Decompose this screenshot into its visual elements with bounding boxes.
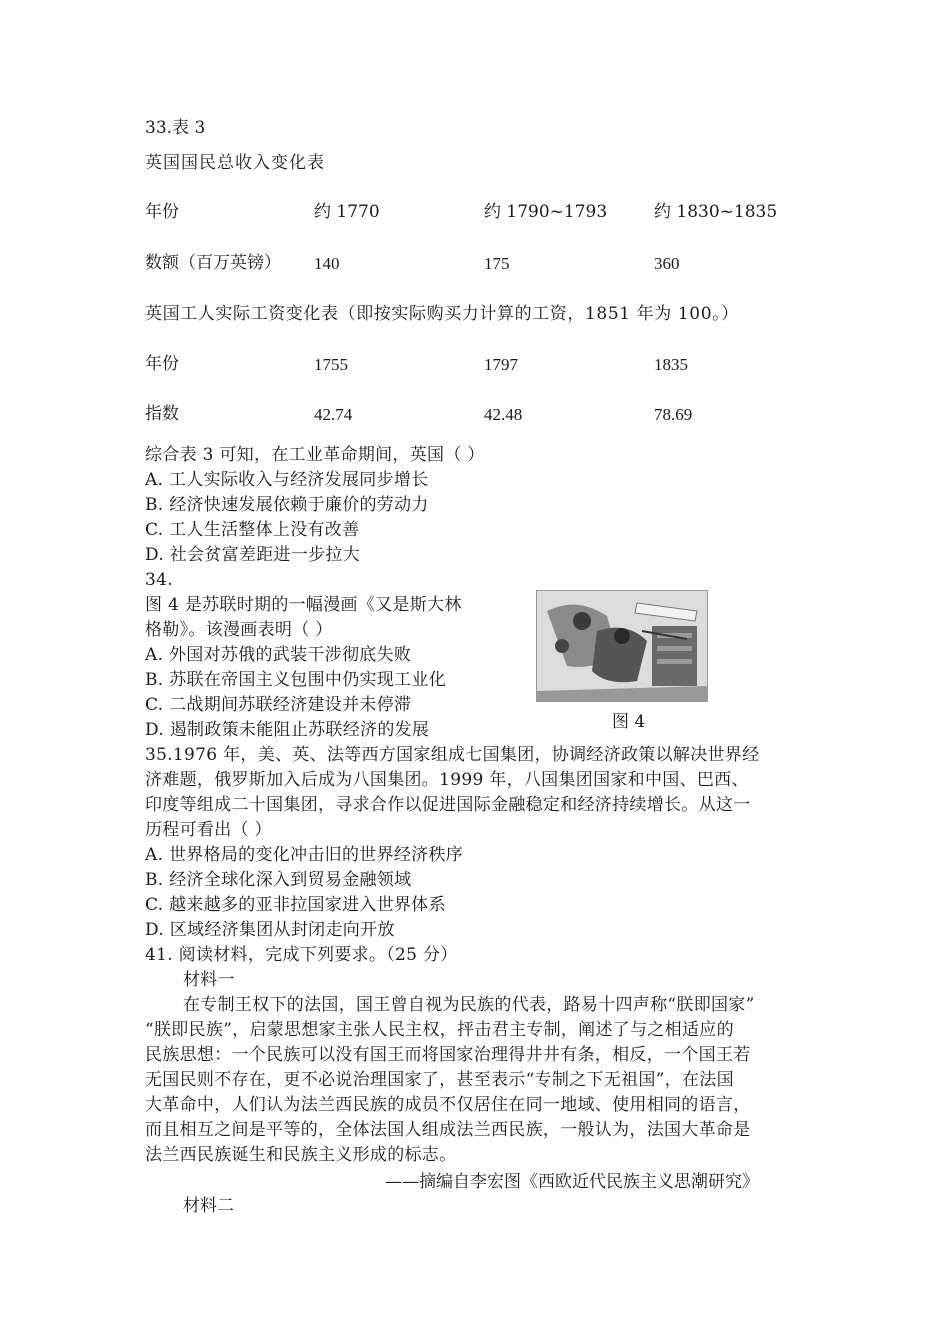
q41-material1-line: 法兰西民族诞生和民族主义形成的标志。 — [145, 1145, 457, 1165]
q34-stem-line: 格勒》。该漫画表明（ ） — [145, 620, 333, 640]
q33-option-a: A. 工人实际收入与经济发展同步增长 — [145, 470, 429, 490]
table2-caption: 英国工人实际工资变化表（即按实际购买力计算的工资，1851 年为 100。） — [145, 304, 739, 324]
q34-option-b: B. 苏联在帝国主义包围中仍实现工业化 — [145, 670, 446, 690]
table2-cell: 1835 — [654, 355, 688, 374]
q34-number: 34. — [145, 570, 173, 590]
q33-option-d: D. 社会贫富差距进一步拉大 — [145, 545, 361, 565]
table1-cell: 360 — [654, 254, 680, 273]
q41-material1-line: 而且相互之间是平等的，全体法国人组成法兰西民族，一般认为，法国大革命是 — [145, 1120, 751, 1140]
q35-option-c: C. 越来越多的亚非拉国家进入世界体系 — [145, 895, 446, 915]
table2-cell: 1755 — [314, 355, 348, 374]
q41-material1-line: 大革命中，人们认为法兰西民族的成员不仅居住在同一地域、使用相同的语言， — [145, 1095, 751, 1115]
table1-cell: 约 1770 — [314, 202, 380, 222]
table1-cell: 数额（百万英镑） — [145, 253, 281, 273]
q34-stem-line: 图 4 是苏联时期的一幅漫画《又是斯大林 — [145, 595, 462, 615]
q33-option-c: C. 工人生活整体上没有改善 — [145, 520, 360, 540]
q41-material1-line: “朕即民族”，启蒙思想家主张人民主权，抨击君主专制，阐述了与之相适应的 — [145, 1020, 734, 1040]
table1-cell: 年份 — [145, 202, 179, 222]
q35-stem-line: 35.1976 年，美、英、法等西方国家组成七国集团，协调经济政策以解决世界经 — [145, 745, 760, 765]
q41-source: ——摘编自李宏图《西欧近代民族主义思潮研究》 — [385, 1172, 759, 1192]
q41-stem: 41. 阅读材料，完成下列要求。（25 分） — [145, 945, 458, 965]
table1-cell: 约 1830~1835 — [654, 202, 778, 222]
q41-material1-line: 民族思想：一个民族可以没有国王而将国家治理得井井有条，相反，一个国王若 — [145, 1045, 751, 1065]
table2-cell: 42.48 — [484, 405, 523, 424]
table1-cell: 140 — [314, 254, 340, 273]
q35-option-d: D. 区域经济集团从封闭走向开放 — [145, 920, 395, 940]
table2-cell: 78.69 — [654, 405, 693, 424]
q33-title: 33.表 3 — [145, 118, 206, 138]
figure-4-cartoon — [536, 590, 708, 702]
q41-material1-line: 在专制王权下的法国，国王曾自视为民族的代表，路易十四声称“朕即国家” — [183, 995, 755, 1015]
q35-option-a: A. 世界格局的变化冲击旧的世界经济秩序 — [145, 845, 464, 865]
q34-option-d: D. 遏制政策未能阻止苏联经济的发展 — [145, 720, 430, 740]
q35-stem-line: 印度等组成二十国集团，寻求合作以促进国际金融稳定和经济持续增长。从这一 — [145, 795, 751, 815]
q33-question — [145, 443, 805, 1168]
q35-stem-line: 历程可看出（ ） — [145, 820, 272, 840]
table2-cell: 指数 — [145, 404, 179, 424]
table2-cell: 1797 — [484, 355, 518, 374]
table1-caption: 英国国民总收入变化表 — [145, 153, 325, 173]
table2-cell: 年份 — [145, 354, 179, 374]
q41-material2-label: 材料二 — [183, 1196, 234, 1216]
figure-4-caption: 图 4 — [612, 712, 646, 732]
q35-stem-line: 济难题，俄罗斯加入后成为八国集团。1999 年，八国集团国家和中国、巴西、 — [145, 770, 749, 790]
q34-option-a: A. 外国对苏俄的武装干涉彻底失败 — [145, 645, 412, 665]
q41-material1-line: 无国民则不存在，更不必说治理国家了，甚至表示“专制之下无祖国”，在法国 — [145, 1070, 734, 1090]
q41-material1-label: 材料一 — [183, 970, 235, 990]
cartoon-drawing — [537, 591, 707, 701]
table1-cell: 175 — [484, 254, 510, 273]
q33-option-b: B. 经济快速发展依赖于廉价的劳动力 — [145, 495, 429, 515]
q34-option-c: C. 二战期间苏联经济建设并未停滞 — [145, 695, 412, 715]
q35-option-b: B. 经济全球化深入到贸易金融领域 — [145, 870, 412, 890]
q33-stem: 综合表 3 可知，在工业革命期间，英国（ ） — [145, 445, 485, 465]
table2-cell: 42.74 — [314, 405, 353, 424]
table1-cell: 约 1790~1793 — [484, 202, 608, 222]
